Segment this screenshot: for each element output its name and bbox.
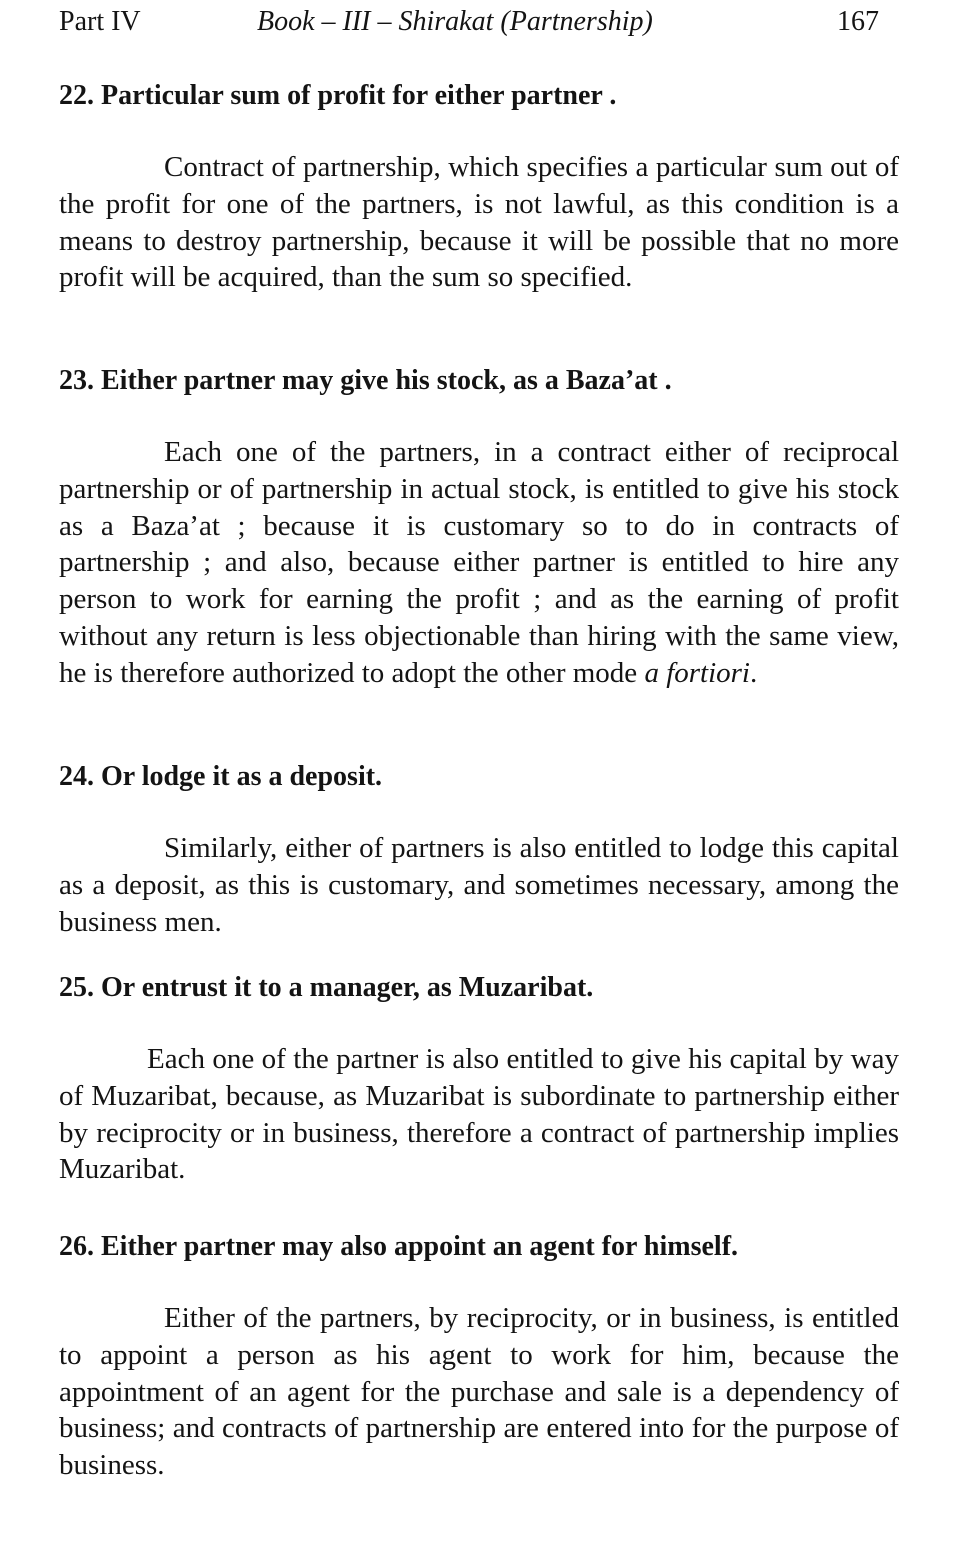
section-24 — [59, 760, 899, 940]
section-number: 24. — [59, 761, 94, 792]
running-header — [59, 4, 899, 40]
section-number: 22. — [59, 80, 94, 111]
section-22 — [59, 79, 899, 296]
paragraph-italic-phrase: a fortiori — [644, 656, 750, 689]
section-number: 23. — [59, 365, 94, 396]
section-25 — [59, 971, 899, 1188]
section-paragraph: Similarly, either of partners is also entitled to lodge this capital as a deposit, as this is customary, and sometimes necessary, among the business men. — [59, 832, 899, 938]
section-heading — [59, 760, 899, 794]
section-heading — [59, 971, 899, 1005]
section-heading — [59, 364, 899, 398]
section-title: Or entrust it to a manager, as Muzaribat. — [101, 972, 594, 1003]
book-page — [59, 0, 899, 1550]
section-heading — [59, 79, 899, 113]
section-heading — [59, 1230, 899, 1264]
section-number: 25. — [59, 972, 94, 1003]
section-title: Either partner may also appoint an agent for himself. — [101, 1231, 739, 1262]
section-paragraph: Each one of the partner is also entitled to give his capital by way of Muzaribat, because, as Muzaribat is subordinate to partnership either by reciprocity or in business, therefore a contract of partnership implies Muzaribat. — [59, 1043, 899, 1186]
section-title: Or lodge it as a deposit. — [101, 761, 383, 792]
section-paragraph — [59, 434, 899, 692]
section-title: Particular sum of profit for either partner . — [101, 80, 617, 111]
section-26 — [59, 1230, 899, 1484]
section-paragraph: Contract of partnership, which specifies a particular sum out of the profit for one of the partners, is not lawful, as this condition is a means to destroy partnership, because it will be possible that no more profit will be acquired, than the sum so specified. — [59, 151, 899, 294]
header-book-title: Book – III – Shirakat (Partnership) — [257, 6, 653, 37]
section-23 — [59, 364, 899, 692]
header-page-number: 167 — [837, 6, 879, 37]
header-part-label: Part IV — [59, 6, 141, 37]
section-number: 26. — [59, 1231, 94, 1262]
paragraph-text: Each one of the partners, in a contract either of reciprocal partnership or of partnership in actual stock, is entitled to give his stock as a Baza’at ; because it is customary so to do in contracts of partnership ; and also, because either partner is entitled to hire any person to work for earning the profit ; and as the earning of profit without any return is less objectionable than hiring with the same view, he is therefore authorized to adopt the other mode — [59, 436, 899, 689]
paragraph-end: . — [750, 656, 758, 689]
section-paragraph: Either of the partners, by reciprocity, or in business, is entitled to appoint a person as his agent to work for him, because the appointment of an agent for the purchase and sale is a dependency of business; and contracts of partnership are entered into for the purpose of business. — [59, 1302, 899, 1482]
section-title: Either partner may give his stock, as a Baza’at . — [101, 365, 672, 396]
